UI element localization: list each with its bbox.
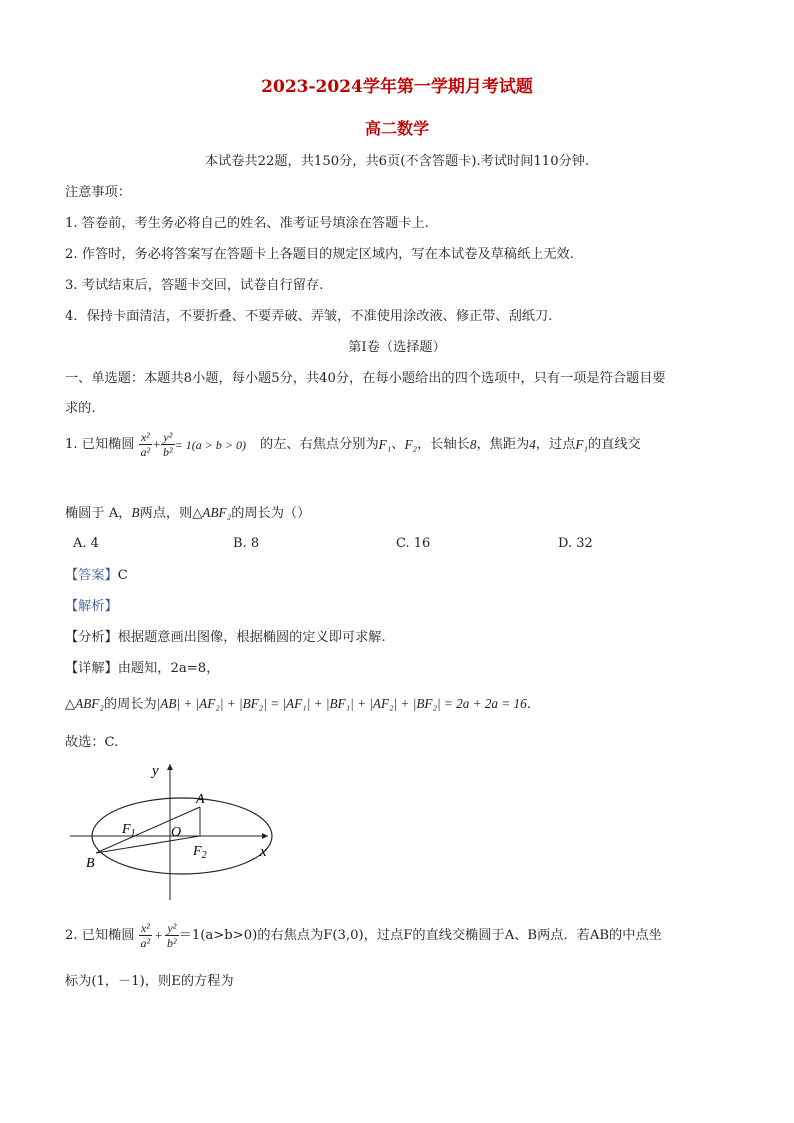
xiangjie-text: 由题知，2a=8， — [117, 661, 220, 676]
section1-line1: 一、单选题：本题共8小题，每小题5分，共40分，在每小题给出的四个选项中，只有一项是符合题目要 — [65, 371, 666, 386]
notice-item-2: 2. 作答时，务必将答案写在答题卡上各题目的规定区域内，写在本试卷及草稿纸上无效. — [65, 247, 574, 262]
label-f1-letter: F — [122, 822, 131, 837]
q1-sep: 、 — [391, 436, 405, 452]
label-f2 — [192, 844, 207, 861]
segment-bf2 — [96, 836, 200, 853]
q2-stem-line1: 2. 已知椭圆 $\frac{\text{x²}}{\text{a²}}$ + $\frac{\text{y²}}{\text{b²}}$ ＝1(a>b>0)的右焦点为F(3,0)，过点F的直线交椭圆于A、B两点．若AB的中点坐 — [65, 921, 662, 950]
q1-text3: ，焦距为 — [476, 436, 530, 452]
q1-frac-x-num: x² — [139, 430, 153, 445]
q1-equation-tail: = 1(a > b > 0) — [174, 437, 246, 452]
answer-tag: 【答案】 — [65, 568, 118, 583]
answer-value: C — [117, 568, 128, 583]
exam-intro: 本试卷共22题，共150分，共6页(不含答题卡).考试时间110分钟. — [204, 154, 590, 169]
exam-title: 2023-2024学年第一学期月考试题 — [261, 77, 533, 97]
segment-ab — [96, 807, 200, 853]
q1-line2-a: 椭圆于 A， — [65, 506, 132, 521]
q1-line2-c: 两点，则 — [139, 506, 193, 521]
q1-focal-length: 4 — [529, 436, 536, 452]
q2-fraction-y — [165, 921, 179, 950]
q1-f1-point: F₁ — [575, 436, 588, 452]
q1-option-b: B. 8 — [233, 536, 260, 551]
label-f1 — [121, 822, 136, 839]
fenxi-text: 根据题意画出图像，根据椭圆的定义即可求解. — [117, 630, 386, 645]
label-x: x — [260, 844, 267, 860]
exam-subject: 高二数学 — [364, 119, 429, 138]
q1-major-axis: 8 — [469, 436, 477, 452]
perimeter-line — [65, 694, 531, 715]
q1-fraction-x — [139, 430, 153, 459]
notice-heading: 注意事项： — [65, 185, 131, 200]
perimeter-equation: |AB| + |AF₂| + |BF₂| = |AF₁| + |BF₁| + |AF₂| + |BF₂| = 2a + 2a = 16 — [156, 696, 527, 711]
q1-conclusion: 故选：C. — [65, 735, 119, 750]
q2-text1: ＝1(a>b>0)的右焦点为F(3,0)，过点F的直线交椭圆于A、B两点．若AB的中点坐 — [178, 927, 662, 943]
notice-item-3: 3. 考试结束后，答题卡交回，试卷自行留存. — [65, 278, 324, 293]
q1-prefix: 1. 已知椭圆 — [65, 436, 135, 452]
volume-heading: 第I卷（选择题） — [348, 340, 446, 355]
q1-frac-y-num: y² — [161, 430, 175, 445]
label-f2-sub: 2 — [201, 850, 207, 861]
q1-line2-d: 的周长为（） — [231, 506, 311, 521]
q1-triangle: △ABF₂ — [192, 505, 232, 520]
q2-frac-y-num: y² — [165, 921, 179, 936]
q2-frac-x-num: x² — [139, 921, 153, 936]
notice-item-4: 4．保持卡面清洁，不要折叠、不要弄破、弄皱，不准使用涂改液、修正带、刮纸刀. — [65, 309, 553, 324]
q2-frac-y-den: b² — [167, 936, 177, 950]
notice-item-1: 1. 答卷前，考生务必将自己的姓名、准考证号填涂在答题卡上. — [65, 216, 429, 231]
q1-answer-line — [65, 566, 128, 586]
label-f1-sub: 1 — [130, 828, 136, 839]
q1-stem-line1: 1. 已知椭圆 $\frac{\text{x²}}{\text{a²}}$ + $\frac{\text{y²}}{\text{b²}}$ = 1(a > b > 0) 的左、右焦点分别为 F₁ 、 F₂ ，长轴长 8 ，焦距为 4 ，过点 F₁ 的直线交 — [65, 430, 641, 459]
q2-frac-x-den: a² — [140, 936, 151, 950]
q1-text2: ，长轴长 — [417, 436, 470, 452]
q2-prefix: 2. 已知椭圆 — [65, 927, 135, 943]
perimeter-end: . — [526, 697, 531, 712]
q2-stem-line2: 标为(1，－1)，则E的方程为 — [65, 974, 234, 989]
q1-fraction-y — [161, 430, 175, 459]
q1-option-d: D. 32 — [558, 536, 593, 551]
section1-line2: 求的. — [65, 401, 96, 416]
ellipse-figure — [60, 760, 290, 905]
q1-text5: 的直线交 — [588, 436, 641, 452]
label-y: y — [152, 763, 159, 779]
q1-point-b: B — [131, 505, 140, 520]
q1-option-c: C. 16 — [396, 536, 431, 551]
q1-f2: F₂ — [404, 436, 418, 452]
q1-f1: F₁ — [378, 436, 392, 452]
label-f2-letter: F — [193, 844, 202, 859]
q1-frac-x-den: a² — [140, 445, 151, 459]
q1-frac-y-den: b² — [163, 445, 173, 459]
label-a: A — [196, 792, 205, 807]
q1-stem-line2 — [65, 503, 310, 524]
label-origin: O — [171, 825, 182, 840]
analysis-tag: 【解析】 — [65, 599, 118, 614]
q2-fraction-x — [139, 921, 153, 950]
xiangjie-line — [65, 659, 219, 679]
q1-text4: ，过点 — [535, 436, 576, 452]
q1-option-a: A. 4 — [73, 536, 99, 551]
xiangjie-tag: 【详解】 — [65, 661, 118, 676]
perimeter-text: 的周长为 — [103, 697, 157, 712]
fenxi-tag: 【分析】 — [65, 630, 118, 645]
fenxi-line — [65, 628, 386, 648]
label-b: B — [86, 856, 95, 871]
q1-text1: 的左、右焦点分别为 — [259, 436, 379, 452]
perimeter-triangle: △ABF₂ — [65, 696, 104, 711]
